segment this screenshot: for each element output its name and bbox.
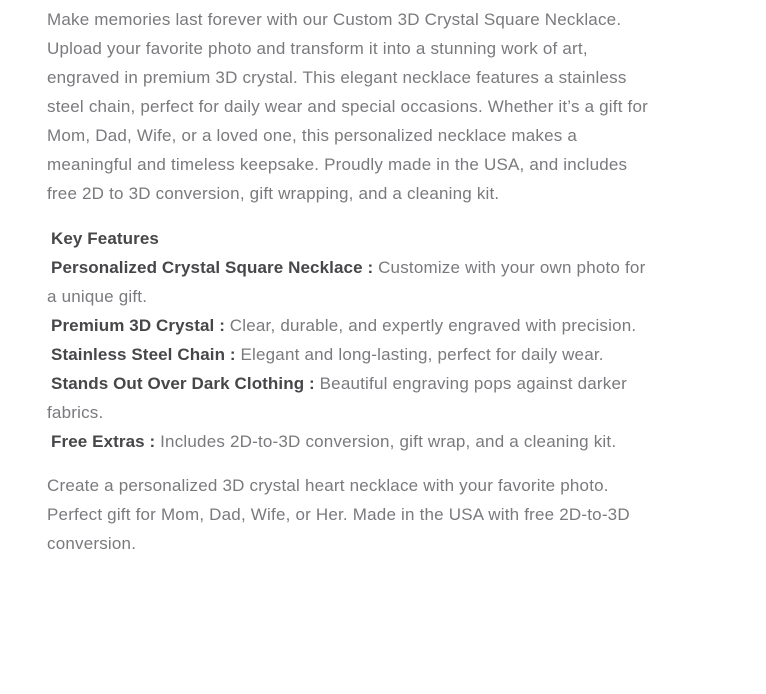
feature-text: Beautiful engraving pops against darker fabrics. xyxy=(47,374,628,422)
feature-item-stainless-chain xyxy=(47,340,650,369)
intro-paragraph: Make memories last forever with our Custom 3D Crystal Square Necklace. Upload your favorite photo and transform it into a stunning work of art, engraved in premium 3D crystal. This elegant necklace features a stainless steel chain, perfect for daily wear and special occasions. Whether it’s a gift for Mom, Dad, Wife, or a loved one, this personalized necklace makes a meaningful and timeless keepsake. Proudly made in the USA, and includes free 2D to 3D conversion, gift wrapping, and a cleaning kit. xyxy=(47,10,648,203)
feature-item-dark-clothing xyxy=(47,369,650,427)
feature-text: Clear, durable, and expertly engraved with precision. xyxy=(229,316,637,335)
feature-label: Stands Out Over Dark Clothing : xyxy=(51,374,320,393)
feature-item-free-extras xyxy=(47,427,650,456)
closing-paragraph: Create a personalized 3D crystal heart necklace with your favorite photo. Perfect gift for Mom, Dad, Wife, or Her. Made in the USA with free 2D-to-3D conversion. xyxy=(47,476,630,553)
key-features-heading: Key Features xyxy=(51,229,159,248)
key-features-section xyxy=(47,224,650,456)
feature-label: Personalized Crystal Square Necklace : xyxy=(51,258,379,277)
feature-label: Free Extras : xyxy=(51,432,161,451)
feature-label: Premium 3D Crystal : xyxy=(51,316,230,335)
feature-item-personalized-necklace xyxy=(47,253,650,311)
feature-text: Includes 2D-to-3D conversion, gift wrap, and a cleaning kit. xyxy=(160,432,617,451)
feature-label: Stainless Steel Chain : xyxy=(51,345,241,364)
feature-text: Elegant and long-lasting, perfect for daily wear. xyxy=(240,345,604,364)
feature-item-premium-crystal xyxy=(47,311,650,340)
feature-text: Customize with your own photo for a unique gift. xyxy=(47,258,646,306)
